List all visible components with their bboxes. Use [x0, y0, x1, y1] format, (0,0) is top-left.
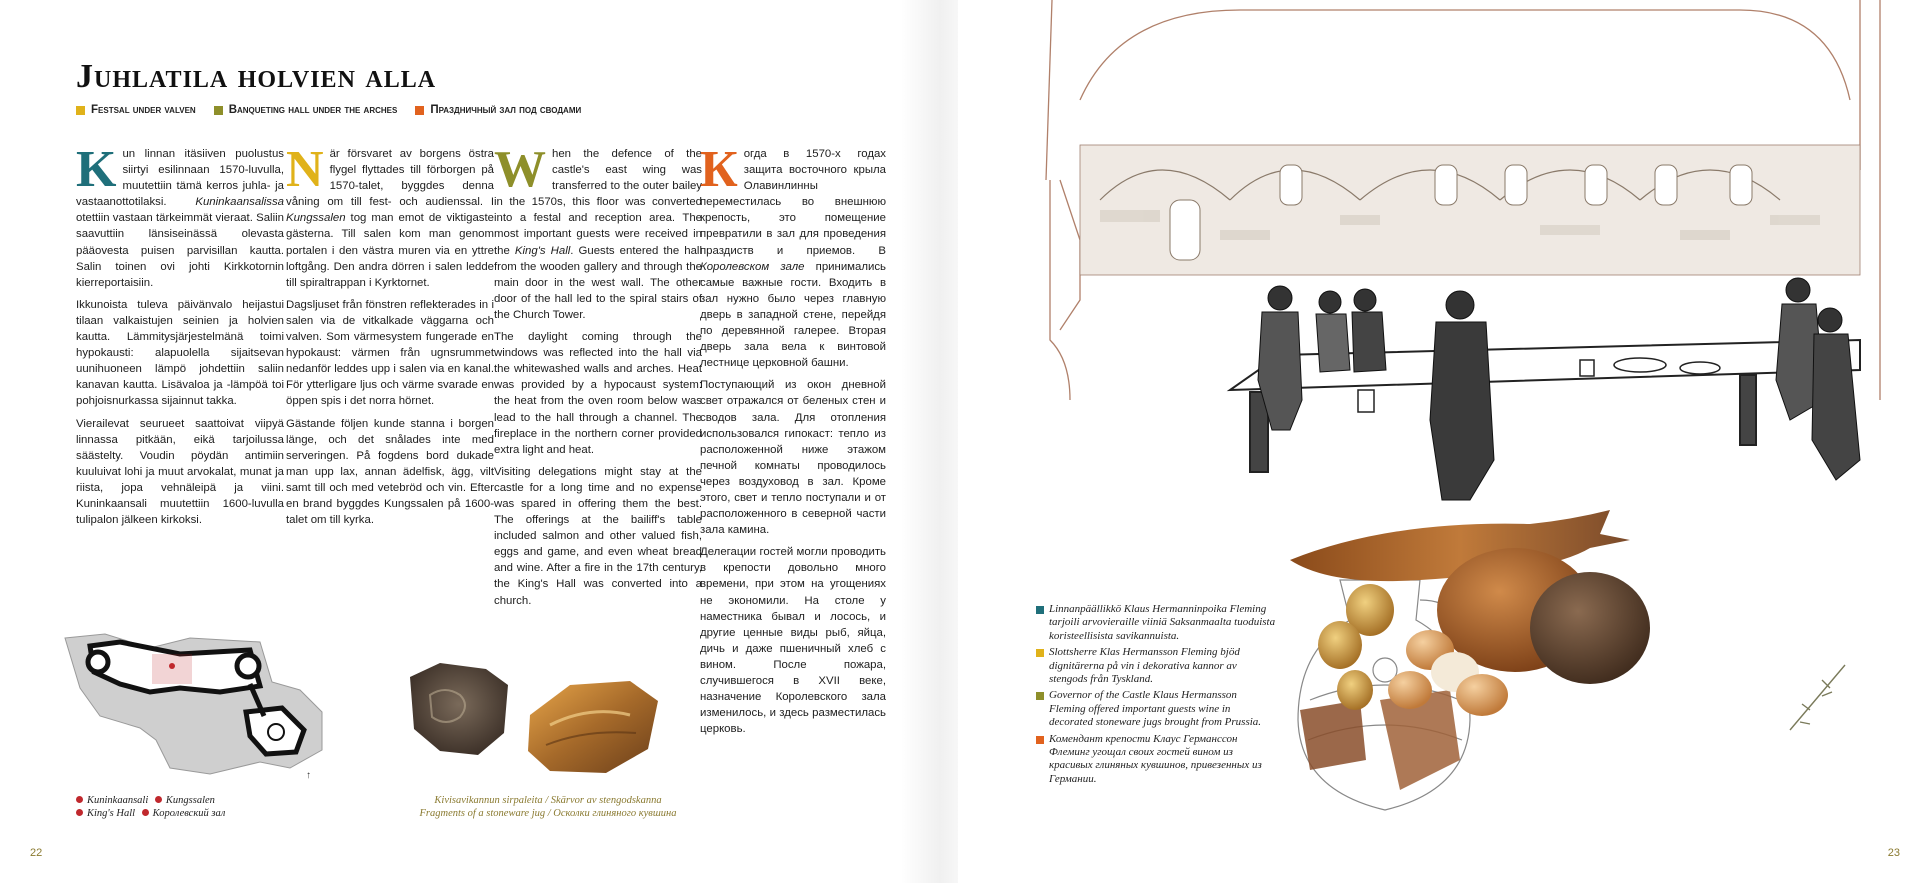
subtitle-sv: Festsal under valven — [76, 104, 196, 116]
subtitle-row — [76, 104, 581, 116]
jug-caption: Linnanpäällikkö Klaus Hermanninpoika Fleming tarjoili arvovieraille viiniä Saksanmaalta tuoduista koristeellisista savikannuista. Slottsherre Klas Hermansson Fleming bjöd dignitärerna på vin i dekorativa kannor av stengods från Tyskland. Governor of the Castle Klaus Hermansson Fleming offered important guests wine in decorated stoneware jugs brought from Prussia. Комендант крепости Клаус Германссон Флеминг угощал своих гостей вином из красивых глиняных кувшинов, привезенных из Германии. — [1036, 603, 1276, 789]
page-number-right: 23 — [1887, 847, 1900, 859]
left-page — [0, 0, 958, 883]
red-dot-icon — [155, 796, 162, 803]
shards-caption: Kivisavikannun sirpaleita / Skärvor av stengodskanna Fragments of a stoneware jug / Осколки глиняного кувшина — [419, 795, 677, 819]
food-still-life-image — [1270, 500, 1890, 760]
paragraph: The daylight coming through the windows was reflected into the hall via the whitewashed walls and arches. Heat was provided by a hypocaust system: the heat from the oven room below was lead to the hall through a channel. The fireplace in the northern corner provided extra light and heat. — [494, 331, 702, 456]
finnish-text-column — [76, 141, 284, 534]
russian-text-column — [700, 141, 886, 743]
red-dot-icon — [76, 809, 83, 816]
english-text-column — [494, 141, 702, 615]
paragraph: Kun linnan itäsiiven puolustus siirtyi esilinnaan 1570-luvulla, muutettiin tämä kerros juhla- ja vastaanottotilaksi. Kuninkaansalissa otettiin vastaan tärkeimmät vieraat. Saliin saavuttiin länsiseinässä olevasta pääovesta puisen parvisillan kautta. Salin toinen ovi johti Kirkkotornin kierreportaisiin. — [76, 141, 284, 289]
subtitle-en: Banqueting hall under the arches — [214, 104, 398, 116]
yellow-square-icon — [1036, 649, 1044, 657]
red-dot-icon — [142, 809, 149, 816]
paragraph: Vierailevat seurueet saattoivat viipyä linnassa pitkään, eikä tarjoilussa säästelty. Voudin pöydän antimiin kuuluivat lohi ja muut arvokalat, munat ja riista, jopa vehnäleipä ja viini. Kuninkaansali muutettiin 1600-luvulla tulipalon jälkeen kirkoksi. — [76, 417, 284, 527]
paragraph: När försvaret av borgens östra flygel flyttades till förborgen på 1570-talet, byggdes denna våning om till fest- och audienssal. I Kungssalen tog man emot de viktigaste gästerna. Till salen kom man genom portalen i den västra muren via en yttre loftgång. Den andra dörren i salen ledde till spiraltrappan i Kyrktornet. — [286, 141, 494, 289]
paragraph: Поступающий из окон дневной свет отражался от беленых стен и сводов зала. Для отопления использовался гипокаст: тепло из расположенной ниже этажом печной комнаты проводилось через воздуховод в зал. Кроме этого, свет и тепло поступали и от расположенного в северной части зала камина. — [700, 379, 886, 537]
paragraph: When the defence of the castle's east wing was transferred to the outer bailey in the 1570s, this floor was converted into a festal and reception area. The most important guests were received in the King's Hall. Guests entered the hall from the wooden gallery and through the main door in the west wall. The other door of the hall led to the spiral stairs of the Church Tower. — [494, 141, 702, 321]
page-number-left: 22 — [30, 847, 43, 859]
drop-cap: К — [700, 141, 738, 198]
red-dot-icon — [76, 796, 83, 803]
drop-cap: W — [494, 141, 546, 198]
paragraph: Делегации гостей могли проводить в крепости довольно много времени, при этом на угощениях не экономили. На столе у наместника бывал и лосось, и другие ценные виды рыб, яйца, дичь и даже пшеничный хлеб с вином. После пожара, случившегося в XVII веке, назначение Королевского зала изменилось, и здесь разместилась церковь. — [700, 546, 886, 736]
banquet-hall-illustration — [1040, 0, 1890, 505]
paragraph: Когда в 1570-х годах защита восточного крыла Олавинлинны переместилась во внешнюю крепость, это помещение превратили в зал для проведения праздиств и приемов. В Королевском зале принимались самые важные гости. Входить в зал нужно было через главную дверь в западной стене, перейдя по деревянной галерее. Вторая дверь зала вела к винтовой лестнице церковной башни. — [700, 141, 886, 370]
olive-square-icon — [1036, 692, 1044, 700]
subtitle-ru: Праздничный зал под сводами — [415, 104, 581, 116]
paragraph: Visiting delegations might stay at the castle for a long time and no expense was spared in offering them the best. The offerings at the bailiff's table included salmon and other valued fish, eggs and game, and even wheat bread and wine. After a fire in the 17th century, the King's Hall was converted into a church. — [494, 465, 702, 607]
stoneware-shards-image — [400, 655, 680, 785]
paragraph: Ikkunoista tuleva päivänvalo heijastui tilaan valkaistujen seinien ja holvien kautta. Lämmitysjärjestelmänä toimi hypokausti: alapuolella sijaitsevan uunihuoneen lämpö johdettiin saliin kanavan kautta. Lisävaloa ja -lämpöä toi pohjoisnurkassa sijainnut takka. — [76, 298, 284, 408]
page-title: Juhlatila holvien alla — [76, 58, 437, 95]
orange-square-icon — [415, 106, 424, 115]
drop-cap: N — [286, 141, 324, 198]
orange-square-icon — [1036, 736, 1044, 744]
teal-square-icon — [1036, 606, 1044, 614]
paragraph: Gästande följen kunde stanna i borgen länge, och det snålades inte med serveringen. På fogdens bord dukade man upp lax, annan ädelfisk, ägg, vilt samt till och med vetebröd och vin. Efter en brand byggdes Kungssalen på 1600-talet om till kyrka. — [286, 417, 494, 527]
map-legend: Kuninkaansali Kungssalen King's Hall Королевский зал — [76, 794, 225, 820]
drop-cap: K — [76, 141, 117, 198]
olive-square-icon — [214, 106, 223, 115]
swedish-text-column — [286, 141, 494, 534]
castle-plan-map — [60, 632, 330, 782]
yellow-square-icon — [76, 106, 85, 115]
svg-text:↑: ↑ — [306, 770, 311, 781]
paragraph: Dagsljuset från fönstren reflekterades in i salen via de vitkalkade väggarna och valven. Som värmesystem fungerade en hypokaust: värmen från ugnsrummet nedanför leddes upp i salen via en kanal. För ytterligare ljus och värme svarade en öppen spis i det norra hörnet. — [286, 298, 494, 408]
